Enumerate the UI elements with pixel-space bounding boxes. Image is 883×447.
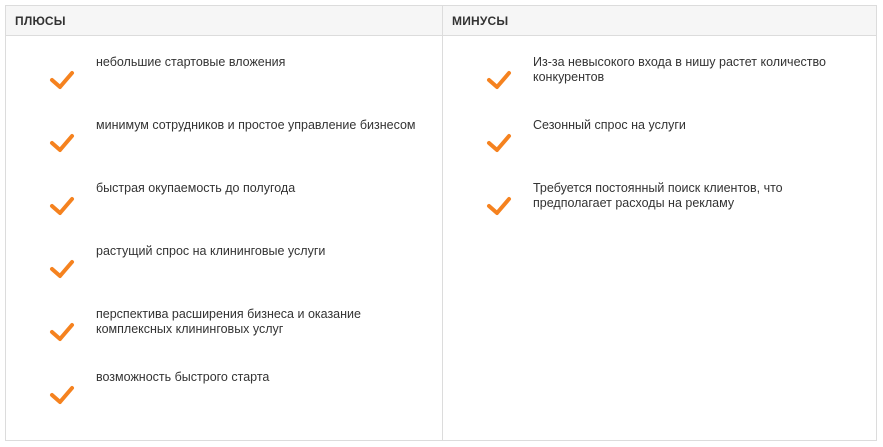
- pros-item-text: растущий спрос на клининговые услуги: [96, 244, 326, 258]
- checkmark-icon: [48, 195, 76, 217]
- checkmark-icon: [485, 195, 513, 217]
- cons-column: [443, 6, 876, 440]
- pros-cons-table: [5, 5, 877, 441]
- cons-item-text: Требуется постоянный поиск клиентов, что предполагает расходы на рекламу: [533, 181, 783, 210]
- pros-item-text: быстрая окупаемость до полугода: [96, 181, 296, 195]
- pros-header: ПЛЮСЫ: [6, 6, 442, 36]
- checkmark-icon: [48, 321, 76, 343]
- checkmark-icon: [48, 384, 76, 406]
- cons-item-text: Сезонный спрос на услуги: [533, 118, 686, 132]
- checkmark-icon: [48, 258, 76, 280]
- checkmark-icon: [485, 132, 513, 154]
- checkmark-icon: [48, 132, 76, 154]
- pros-item-text: перспектива расширения бизнеса и оказание комплексных клининговых услуг: [96, 307, 361, 336]
- checkmark-icon: [48, 69, 76, 91]
- pros-item-text: небольшие стартовые вложения: [96, 55, 286, 69]
- cons-item-text: Из-за невысокого входа в нишу растет количество конкурентов: [533, 55, 826, 84]
- pros-item-text: возможность быстрого старта: [96, 370, 270, 384]
- checkmark-icon: [485, 69, 513, 91]
- pros-item-text: минимум сотрудников и простое управление бизнесом: [96, 118, 416, 132]
- cons-header: МИНУСЫ: [443, 6, 876, 36]
- pros-column: [6, 6, 443, 440]
